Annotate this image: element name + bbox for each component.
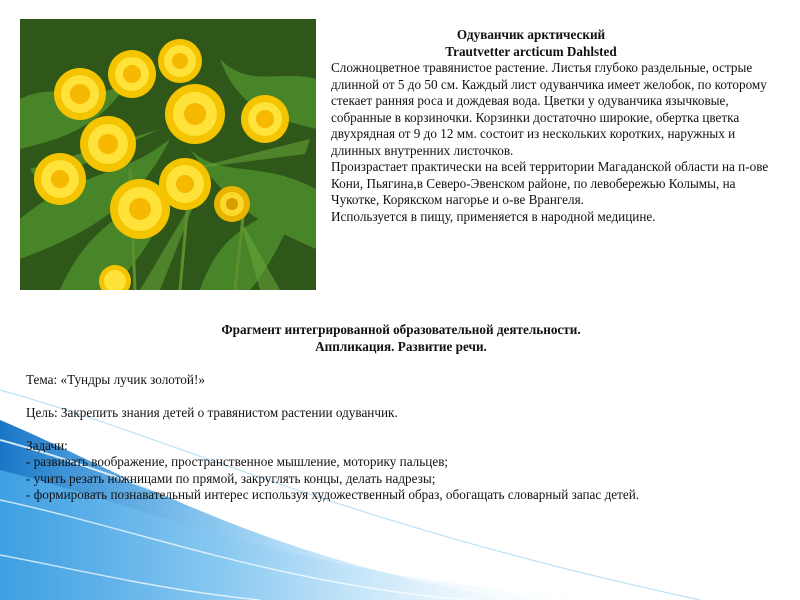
list-item: - учить резать ножницами по прямой, закруглять концы, делать надрезы; <box>26 470 436 486</box>
plant-description <box>331 27 771 225</box>
plant-paragraph-usage: Используется в пищу, применяется в народной медицине. <box>331 208 656 224</box>
lesson-tasks-label: Задачи: <box>26 437 68 453</box>
lesson-heading-2: Аппликация. Развитие речи. <box>315 338 487 354</box>
lesson-task-list <box>26 454 786 504</box>
spacer <box>26 355 786 372</box>
plant-paragraph-habitat: Произрастает практически на всей территории Магаданской области на п-ове Кони, Пьягина,в Северо-Эвенском районе, по левобережью Колымы, на Чукотке, Корякском нагорье и о-ве Врангеля. <box>331 159 769 207</box>
lesson-topic: Тема: «Тундры лучик золотой!» <box>26 371 205 387</box>
list-item: - формировать познавательный интерес используя художественный образ, обогащать словарный запас детей. <box>26 487 640 502</box>
plant-title-ru: Одуванчик арктический <box>456 27 606 42</box>
plant-title-latin: Trautvetter arcticum Dahlsted <box>445 43 617 59</box>
spacer <box>26 421 786 438</box>
dandelion-photo <box>20 19 316 290</box>
lesson-heading-1: Фрагмент интегрированной образовательной деятельности. <box>221 322 581 337</box>
plant-body <box>331 60 771 225</box>
lesson-goal: Цель: Закрепить знания детей о травянистом растении одуванчик. <box>26 404 398 420</box>
list-item: - развивать воображение, пространственное мышление, моторику пальцев; <box>26 454 449 469</box>
spacer <box>26 388 786 405</box>
lesson-section <box>26 322 786 504</box>
plant-paragraph-description: Сложноцветное травянистое растение. Листья глубоко раздельные, острые длинной от 5 до 50 см. Каждый лист одуванчика имеет желобок, по которому стекает ранняя роса и дождевая вода. Цветки у одуванчика язычковые, собранные в корзиночки. Корзинки достаточно широкие, обертка цветка двухрядная от 9 до 12 мм. состоит из нескольких коротких, наружных и длинных внутренних листочков. <box>331 60 767 158</box>
